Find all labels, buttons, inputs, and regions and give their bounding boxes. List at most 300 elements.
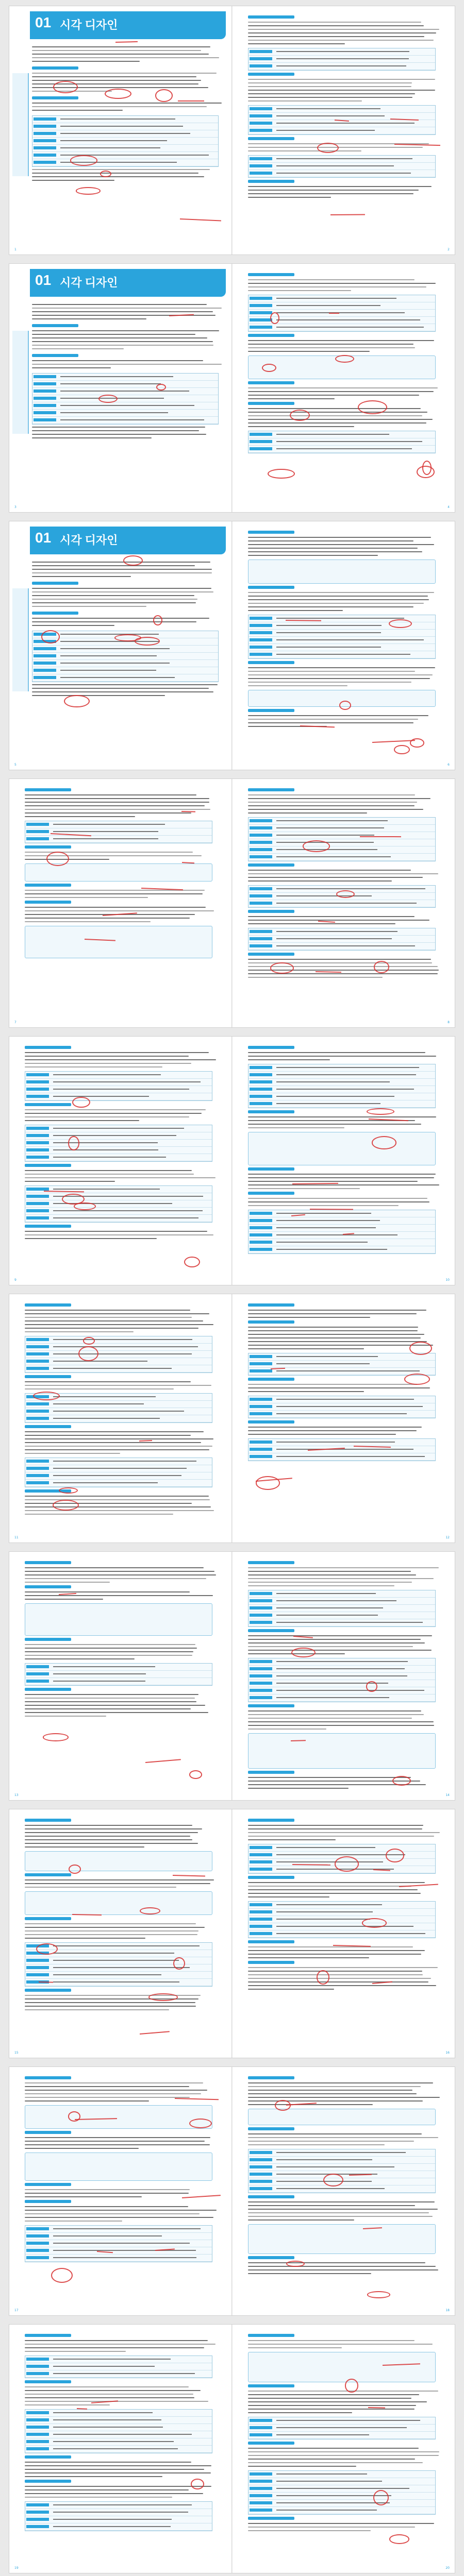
table-value-cell [53,2504,192,2505]
table-value-cell [53,1074,161,1075]
table-value-cell [276,165,394,166]
text-block [32,304,223,322]
info-table [248,1590,436,1627]
table-row [25,1664,212,1671]
text-line [25,897,148,898]
table-key-cell [250,440,272,443]
table-key-cell [26,2418,49,2421]
text-line [248,2082,433,2083]
text-line [25,2193,189,2194]
text-line [25,1438,213,1439]
info-table [25,821,212,843]
table-row [248,48,435,56]
text-block [25,1923,217,1941]
table-value-cell [276,2473,367,2475]
table-row [32,116,218,123]
text-line [248,344,413,345]
table-value-cell [60,670,156,671]
table-key-cell [250,1853,272,1856]
text-line [248,2093,417,2094]
table-value-cell [276,1861,383,1862]
handwritten-circle [404,1374,430,1385]
table-row [25,2233,212,2240]
text-line [32,562,210,563]
text-line [248,1337,421,1338]
text-line [25,893,203,894]
text-line [248,2462,423,2463]
text-line [248,412,427,413]
table-value-cell [276,1600,396,1601]
text-line [248,1985,436,1986]
page-number: 19 [14,2566,19,2570]
table-value-cell [276,1213,371,1214]
page-number: 11 [14,1536,19,1539]
table-row [25,821,212,828]
text-line [248,1710,421,1711]
page-spread [9,1037,455,1285]
table-value-cell [53,2526,171,2527]
table-value-cell [53,1368,172,1369]
text-line [25,2347,204,2348]
text-line [248,2340,415,2341]
text-line [25,1648,197,1649]
table-row [32,410,218,417]
text-block [248,592,440,614]
text-line [25,1385,211,1386]
info-table [248,2149,436,2193]
table-key-cell [26,1367,49,1370]
text-line [25,1388,174,1389]
table-value-cell [276,319,420,320]
text-line [25,2196,142,2197]
table-row [248,943,435,950]
text-line [25,1591,190,1592]
section-heading [25,1688,71,1691]
table-value-cell [53,824,165,825]
text-line [248,2527,415,2528]
section-heading [248,788,294,791]
text-line [32,625,114,626]
table-key-cell [250,122,272,125]
text-line [25,1381,191,1382]
page-number: 10 [445,1278,450,1282]
table-value-cell [53,1081,201,1082]
section-heading [248,2127,294,2130]
table-value-cell [276,1234,397,1235]
table-key-cell [34,669,56,672]
handwritten-circle [140,1907,160,1914]
section-heading [25,2480,71,2483]
text-line [32,80,201,81]
section-heading [248,1167,294,1171]
text-line [25,2462,191,2463]
table-key-cell [26,1360,49,1363]
text-line [248,1954,421,1955]
table-value-cell [53,2359,171,2360]
info-table [248,1438,436,1461]
text-block [25,890,217,901]
table-value-cell [276,618,404,619]
table-key-cell [34,397,56,400]
table-key-cell [250,1606,272,1609]
table-value-cell [276,1690,424,1691]
text-line [248,719,418,720]
table-row [248,651,435,658]
section-heading [248,2076,294,2079]
text-line [32,103,222,104]
text-line [248,805,415,806]
page-number: 14 [445,1793,450,1797]
table-value-cell [276,1249,387,1250]
section-heading [248,1876,294,1879]
text-block [32,588,223,609]
table-key-cell [250,2487,272,2490]
table-row [248,1673,435,1680]
table-key-cell [26,2234,49,2238]
text-line [25,2090,207,2091]
text-block [248,1427,440,1437]
text-line [32,54,209,55]
text-line [25,805,205,806]
page-spread [9,1294,455,1543]
text-line [25,1930,198,1931]
handwritten-circle [256,1476,280,1489]
table-value-cell [276,2502,390,2503]
text-line [248,1839,336,1840]
section-heading [25,884,71,887]
text-line [25,1317,192,1318]
text-line [248,2097,440,2098]
table-value-cell [53,1673,146,1674]
handwritten-circle [345,2379,358,2392]
text-line [25,2397,194,2398]
text-line [248,1124,421,1125]
table-value-cell [276,2488,409,2489]
table-value-cell [276,130,375,131]
text-line [32,50,201,51]
text-line [248,715,428,716]
table-key-cell [34,654,56,657]
text-line [25,2093,201,2094]
text-line [25,1883,210,1884]
text-line [25,1923,196,1924]
table-value-cell [276,1675,407,1676]
info-table [248,2470,436,2515]
table-key-cell [250,2165,272,2168]
section-heading [248,661,294,664]
table-value-cell [53,1396,156,1397]
table-key-cell [250,1689,272,1692]
text-line [25,1839,192,1840]
section-heading [248,1192,294,1195]
table-row [25,1344,212,1351]
table-key-cell [26,1417,49,1420]
text-line [25,2404,110,2405]
section-heading [25,2183,71,2186]
table-value-cell [60,383,161,384]
table-key-cell [26,2365,49,2368]
table-row [248,818,435,825]
table-value-cell [276,441,422,442]
table-key-cell [26,2503,49,2506]
text-line [25,1113,202,1114]
table-value-cell [60,655,157,656]
table-row [248,63,435,70]
table-row [32,660,218,667]
text-line [248,1578,434,1579]
table-key-cell [34,404,56,407]
table-row [248,1694,435,1702]
text-line [248,40,434,41]
section-heading [25,1585,71,1588]
table-value-cell [276,2152,406,2153]
table-row [248,2493,435,2500]
handwritten-underline [179,218,221,221]
handwritten-underline [72,1914,102,1916]
text-line [248,1971,422,1972]
table-value-cell [276,895,372,896]
text-line [25,2086,189,2087]
section-heading [248,2384,294,2387]
section-heading [248,2195,294,2198]
page-left [9,6,231,255]
text-line [25,2144,210,2145]
text-line [248,2201,435,2202]
handwritten-circle [43,1733,69,1741]
text-line [32,688,209,689]
text-line [25,802,209,803]
text-block [25,1170,217,1184]
table-row [248,936,435,943]
table-row [248,1916,435,1923]
page-number: 8 [448,1021,450,1024]
text-line [25,1059,216,1060]
section-heading [32,324,78,327]
callout-box [25,1851,212,1871]
table-row [248,1079,435,1086]
table-key-cell [250,157,272,160]
text-line [248,190,419,191]
handwritten-circle [262,364,276,372]
text-line [248,555,378,556]
text-block [25,1879,217,1890]
text-line [248,599,429,600]
table-key-cell [34,647,56,650]
text-line [25,1446,212,1447]
text-line [25,2141,205,2142]
text-line [248,2466,356,2467]
page-left [9,1809,231,2058]
text-line [25,1651,193,1652]
text-line [248,959,431,960]
text-block [248,1946,440,1961]
text-line [248,279,415,280]
text-line [248,2266,436,2267]
table-key-cell [250,1667,272,1670]
section-heading [25,2200,71,2203]
text-line [25,2497,172,2498]
text-line [248,1642,425,1643]
table-key-cell [250,326,272,329]
table-key-cell [26,1073,49,1076]
page-right [233,1294,455,1543]
handwritten-underline [330,214,365,215]
text-block [25,2462,217,2480]
info-table [32,373,219,425]
table-row [248,1930,435,1938]
table-key-cell [26,2440,49,2443]
text-line [248,551,422,552]
text-line [25,812,191,814]
text-line [248,2133,422,2134]
table-value-cell [276,1904,382,1905]
text-line [25,1571,214,1572]
table-row [248,2425,435,2432]
table-row [248,832,435,839]
text-line [25,921,151,922]
table-row [25,1215,212,1222]
callout-box [25,2105,212,2129]
text-line [25,2486,211,2487]
table-key-cell [250,1219,272,1222]
section-heading [25,2455,71,2459]
text-line [248,1127,344,1128]
text-line [248,2100,423,2102]
text-line [248,426,354,427]
handwritten-circle [409,1342,432,1355]
text-line [248,1725,434,1726]
text-line [248,422,426,423]
table-value-cell [276,2159,372,2160]
text-block [25,1231,217,1242]
text-line [25,2386,189,2387]
text-block [25,1052,217,1070]
info-table [25,2225,212,2262]
text-line [25,2472,211,2473]
table-row [248,431,435,438]
page-number: 15 [14,2051,19,2055]
table-row [25,2446,212,2453]
text-line [25,1431,204,1432]
text-line [248,671,415,672]
table-value-cell [276,108,380,109]
table-row [32,152,218,159]
table-row [248,644,435,651]
text-line [248,794,415,795]
table-key-cell [250,1440,272,1444]
text-line [248,1828,422,1829]
section-heading [32,354,78,357]
handwritten-circle [336,890,355,898]
text-block [25,2189,217,2200]
table-value-cell [276,1096,394,1097]
table-row [248,1064,435,1072]
table-key-cell [34,375,56,378]
text-line [248,398,335,399]
table-key-cell [250,653,272,656]
text-line [25,1499,210,1500]
text-line [248,973,438,974]
table-row [25,2370,212,2378]
text-line [248,2409,415,2410]
text-line [248,916,415,917]
handwritten-circle [270,312,279,324]
section-heading [25,1425,71,1428]
text-line [25,1514,173,1515]
text-line [25,2493,203,2494]
section-heading [32,66,78,70]
table-value-cell [53,1089,189,1090]
page-left [9,264,231,512]
table-key-cell [34,117,56,121]
table-row [32,674,218,682]
info-table [248,1901,436,1938]
text-line [248,877,423,878]
text-line [25,794,196,795]
text-line [248,32,436,33]
text-block [248,537,440,558]
text-line [32,176,204,177]
table-row [25,1979,212,1986]
text-line [25,1231,207,1232]
table-value-cell [276,1593,376,1594]
table-row [25,1671,212,1678]
table-key-cell [250,1212,272,1215]
text-line [248,1198,427,1199]
margin-sidebar [12,588,29,691]
text-line [25,1177,216,1178]
table-row [25,2363,212,2370]
table-row [25,836,212,843]
text-block [248,2448,440,2469]
table-value-cell [53,1482,158,1483]
text-line [248,2448,419,2449]
text-line [248,2523,434,2524]
text-line [32,595,194,596]
table-key-cell [250,2494,272,2497]
table-row [248,1093,435,1100]
table-row [25,1480,212,1487]
section-heading [25,2380,71,2383]
handwritten-underline [140,2031,170,2035]
table-row [248,2149,435,2157]
table-key-cell [26,1134,49,1137]
table-value-cell [53,1128,184,1129]
text-line [32,46,210,47]
table-key-cell [26,2511,49,2514]
section-heading [32,582,78,585]
table-key-cell [26,837,49,840]
table-key-cell [26,2525,49,2528]
table-key-cell [250,855,272,858]
text-line [25,852,193,853]
text-line [25,2002,195,2003]
text-line [32,572,212,573]
text-line [248,540,413,541]
text-line [25,1887,176,1888]
text-line [248,1989,334,1990]
table-key-cell [250,902,272,905]
page-left [9,1552,231,1800]
text-line [25,1658,135,1659]
table-key-cell [26,2447,49,2450]
table-row [25,1365,212,1372]
table-row [248,2485,435,2493]
handwritten-circle [51,2268,73,2283]
table-row [248,630,435,637]
text-line [248,100,362,101]
text-block [32,330,223,352]
